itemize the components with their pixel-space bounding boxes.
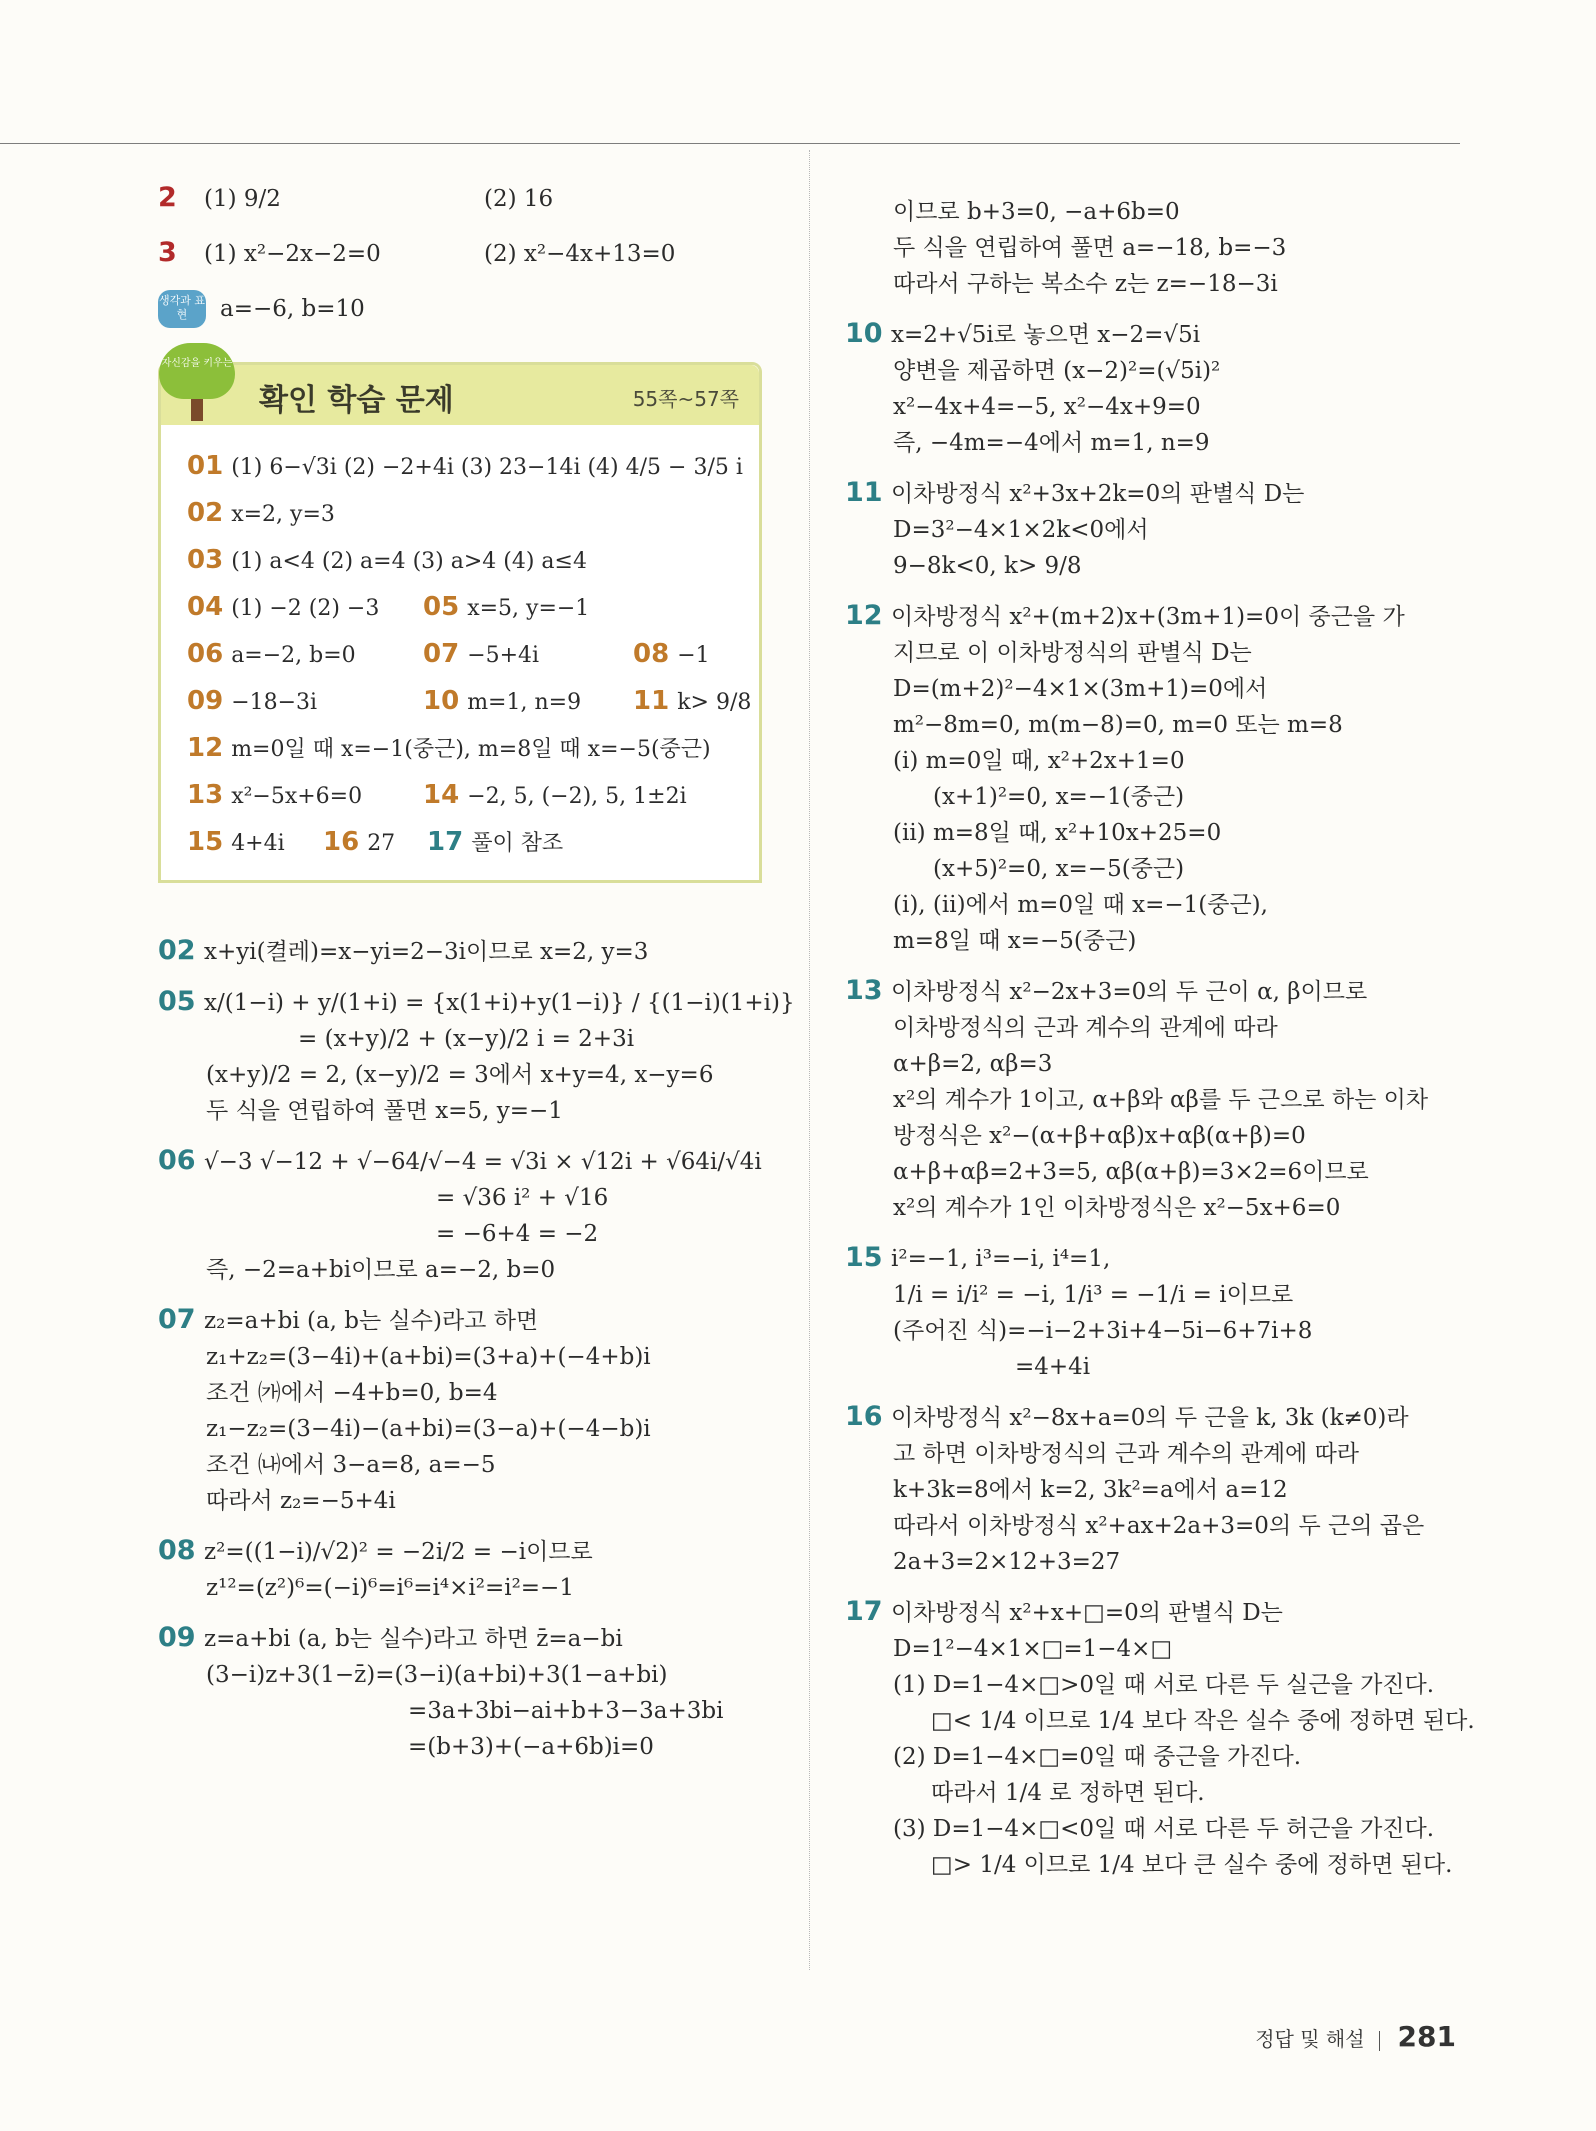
solution-line: 이차방정식의 근과 계수의 관계에 따라: [893, 1015, 1278, 1041]
solution-number: 09: [158, 1622, 196, 1653]
solution-number: 16: [845, 1401, 883, 1432]
solution-line: 두 식을 연립하여 풀면 x=5, y=−1: [206, 1098, 563, 1124]
solution-line: (ⅰ) m=0일 때, x²+2x+1=0: [893, 748, 1185, 774]
solution-number: 13: [845, 975, 883, 1006]
box-number: 02: [187, 498, 224, 528]
solution-line: D=(m+2)²−4×1×(3m+1)=0에서: [893, 676, 1268, 702]
solution-line: (3−i)z+3(1−z̄)=(3−i)(a+bi)+3(1−a+bi): [206, 1662, 668, 1688]
box-text: −1: [677, 643, 710, 668]
tree-icon: [159, 343, 235, 423]
box-row: [187, 819, 759, 866]
solution-number: 07: [158, 1304, 196, 1335]
box-number: 01: [187, 451, 224, 481]
solution-line: 2a+3=2×12+3=27: [893, 1549, 1121, 1575]
solution-line: (주어진 식)=−i−2+3i+4−5i−6+7i+8: [893, 1318, 1313, 1344]
header-rule: [0, 143, 1460, 144]
solution-line: □< 1/4 이므로 1/4 보다 작은 실수 중에 정하면 된다.: [931, 1708, 1475, 1734]
solution-line: (1) D=1−4×□>0일 때 서로 다른 두 실근을 가진다.: [893, 1672, 1435, 1698]
answer-row: [158, 235, 768, 272]
solution-number: 02: [158, 935, 196, 966]
box-row: [187, 631, 759, 678]
box-text: m=0일 때 x=−1(중근), m=8일 때 x=−5(중근): [231, 737, 711, 762]
solution-06: [158, 1143, 768, 1288]
solution-09: [158, 1620, 768, 1765]
box-row: [187, 678, 759, 725]
box-text: m=1, n=9: [467, 690, 582, 715]
solution-line: 따라서 1/4 로 정하면 된다.: [931, 1780, 1205, 1806]
box-number: 04: [187, 592, 224, 622]
box-text: x²−5x+6=0: [231, 784, 363, 809]
solution-12: [845, 598, 1465, 959]
solution-08: [158, 1533, 768, 1606]
solution-number: 17: [845, 1596, 883, 1627]
box-text: (1) a<4 (2) a=4 (3) a>4 (4) a≤4: [231, 549, 587, 574]
answer-number: 2: [158, 182, 177, 213]
box-number: 05: [423, 592, 460, 622]
box-number: 13: [187, 780, 224, 810]
solution-line: 두 식을 연립하여 풀면 a=−18, b=−3: [893, 235, 1287, 261]
solution-line: 이차방정식 x²+x+□=0의 판별식 D는: [891, 1600, 1283, 1626]
solution-line: = √36 i² + √16: [436, 1185, 609, 1211]
solution-09-continued: [845, 194, 1465, 302]
solution-line: (x+y)/2 = 2, (x−y)/2 = 3에서 x+y=4, x−y=6: [206, 1062, 714, 1088]
solution-number: 06: [158, 1145, 196, 1176]
solution-line: 이차방정식 x²−8x+a=0의 두 근을 k, 3k (k≠0)라: [891, 1405, 1409, 1431]
solution-line: x=2+√5i로 놓으면 x−2=√5i: [891, 322, 1201, 348]
solution-line: D=1²−4×1×□=1−4×□: [893, 1636, 1173, 1662]
box-number: 09: [187, 686, 224, 716]
answer-number: 3: [158, 237, 177, 268]
solution-line: k+3k=8에서 k=2, 3k²=a에서 a=12: [893, 1477, 1288, 1503]
solution-line: = (x+y)/2 + (x−y)/2 i = 2+3i: [298, 1026, 635, 1052]
page-number: 281: [1397, 2020, 1456, 2053]
box-text: 풀이 참조: [471, 831, 564, 856]
box-text: 27: [367, 831, 396, 856]
solution-line: x+yi(켤레)=x−yi=2−3i이므로 x=2, y=3: [204, 939, 649, 965]
solution-number: 11: [845, 477, 883, 508]
think-answer: a=−6, b=10: [220, 296, 365, 322]
box-row: [187, 584, 759, 631]
think-row: [158, 290, 768, 328]
solution-line: (3) D=1−4×□<0일 때 서로 다른 두 허근을 가진다.: [893, 1816, 1435, 1842]
box-number: 03: [187, 545, 224, 575]
solution-line: 이차방정식 x²−2x+3=0의 두 근이 α, β이므로: [891, 979, 1368, 1005]
solution-11: [845, 475, 1465, 584]
answer-text: (2) x²−4x+13=0: [484, 241, 676, 267]
solution-13: [845, 973, 1465, 1226]
solution-line: 따라서 z₂=−5+4i: [206, 1488, 396, 1514]
footer-separator: [1379, 2031, 1380, 2051]
page-footer: [1255, 2020, 1456, 2053]
solution-line: i²=−1, i³=−i, i⁴=1,: [891, 1246, 1111, 1272]
solution-05: [158, 984, 795, 1129]
solution-line: (ⅱ) m=8일 때, x²+10x+25=0: [893, 820, 1222, 846]
column-divider: [809, 150, 810, 1970]
solution-line: 양변을 제곱하면 (x−2)²=(√5i)²: [893, 358, 1221, 384]
left-solutions: [158, 933, 795, 1765]
solution-line: x/(1−i) + y/(1+i) = {x(1+i)+y(1−i)} / {(1−i)(1+i)}: [204, 990, 795, 1016]
solution-number: 10: [845, 318, 883, 349]
solution-line: D=3²−4×1×2k<0에서: [893, 517, 1149, 543]
solution-line: □> 1/4 이므로 1/4 보다 큰 실수 중에 정하면 된다.: [931, 1852, 1453, 1878]
solution-line: 고 하면 이차방정식의 근과 계수의 관계에 따라: [893, 1441, 1360, 1467]
box-text: a=−2, b=0: [231, 643, 356, 668]
box-text: k> 9/8: [677, 690, 752, 715]
solution-line: z=a+bi (a, b는 실수)라고 하면 z̄=a−bi: [204, 1626, 623, 1652]
solution-line: z¹²=(z²)⁶=(−i)⁶=i⁶=i⁴×i²=i²=−1: [206, 1575, 574, 1601]
solution-line: 조건 ㈎에서 −4+b=0, b=4: [206, 1380, 498, 1406]
box-text: (1) −2 (2) −3: [231, 596, 380, 621]
box-number: 10: [423, 686, 460, 716]
solution-line: =(b+3)+(−a+6b)i=0: [408, 1734, 654, 1760]
box-row: [187, 537, 759, 584]
box-number: 17: [427, 827, 464, 857]
box-text: x=5, y=−1: [467, 596, 590, 621]
solution-line: 즉, −2=a+bi이므로 a=−2, b=0: [206, 1257, 556, 1283]
solution-line: √−3 √−12 + √−64/√−4 = √3i × √12i + √64i/√4i: [204, 1149, 762, 1175]
solution-line: 즉, −4m=−4에서 m=1, n=9: [893, 430, 1210, 456]
review-problems-box: [158, 358, 762, 883]
box-number: 15: [187, 827, 224, 857]
tree-label: 자신감을 키우는: [159, 343, 235, 399]
solution-line: x²의 계수가 1인 이차방정식은 x²−5x+6=0: [893, 1195, 1341, 1221]
solution-line: z₁−z₂=(3−4i)−(a+bi)=(3−a)+(−4−b)i: [206, 1416, 651, 1442]
solution-line: (ⅰ), (ⅱ)에서 m=0일 때 x=−1(중근),: [893, 892, 1268, 918]
box-number: 07: [423, 639, 460, 669]
solution-17: [845, 1594, 1475, 1883]
solution-line: z²=((1−i)/√2)² = −2i/2 = −i이므로: [204, 1539, 593, 1565]
right-column: [845, 194, 1475, 1883]
box-number: 08: [633, 639, 670, 669]
solution-line: 방정식은 x²−(α+β+αβ)x+αβ(α+β)=0: [893, 1123, 1306, 1149]
solution-line: 따라서 이차방정식 x²+ax+2a+3=0의 두 근의 곱은: [893, 1513, 1425, 1539]
solution-line: α+β=2, αβ=3: [893, 1051, 1053, 1077]
answer-text: (2) 16: [484, 186, 554, 212]
solution-line: 따라서 구하는 복소수 z는 z=−18−3i: [893, 271, 1278, 297]
solution-line: m=8일 때 x=−5(중근): [893, 928, 1137, 954]
box-row: [187, 772, 759, 819]
left-column: [158, 180, 795, 1765]
box-body: [161, 425, 759, 880]
box-row: [187, 443, 759, 490]
solution-10: [845, 316, 1465, 461]
box-number: 16: [323, 827, 360, 857]
footer-label: 정답 및 해설: [1255, 2027, 1365, 2051]
solution-line: 9−8k<0, k> 9/8: [893, 553, 1082, 579]
box-number: 11: [633, 686, 670, 716]
solution-16: [845, 1399, 1465, 1580]
solution-number: 12: [845, 600, 883, 631]
solution-line: 지므로 이 이차방정식의 판별식 D는: [893, 640, 1252, 666]
box-text: −5+4i: [467, 643, 540, 668]
box-number: 06: [187, 639, 224, 669]
solution-line: 이차방정식 x²+3x+2k=0의 판별식 D는: [891, 481, 1305, 507]
solution-line: z₂=a+bi (a, b는 실수)라고 하면: [204, 1308, 539, 1334]
box-number: 14: [423, 780, 460, 810]
solution-line: 1/i = i/i² = −i, 1/i³ = −1/i = i이므로: [893, 1282, 1294, 1308]
solution-number: 15: [845, 1242, 883, 1273]
solution-line: (x+5)²=0, x=−5(중근): [933, 856, 1185, 882]
answer-row: [158, 180, 768, 217]
solution-line: m²−8m=0, m(m−8)=0, m=0 또는 m=8: [893, 712, 1343, 738]
solution-line: 이차방정식 x²+(m+2)x+(3m+1)=0이 중근을 가: [891, 604, 1405, 630]
box-number: 12: [187, 733, 224, 763]
answer-text: (1) x²−2x−2=0: [204, 241, 381, 267]
solution-02: [158, 933, 768, 970]
box-text: x=2, y=3: [231, 502, 335, 527]
box-text: 4+4i: [231, 831, 285, 856]
box-text: (1) 6−√3i (2) −2+4i (3) 23−14i (4) 4/5 − 3/5 i: [231, 455, 743, 480]
solution-line: =4+4i: [1015, 1354, 1091, 1380]
solution-07: [158, 1302, 768, 1519]
box-text: −2, 5, (−2), 5, 1±2i: [467, 784, 687, 809]
solution-line: = −6+4 = −2: [436, 1221, 599, 1247]
solution-line: z₁+z₂=(3−4i)+(a+bi)=(3+a)+(−4+b)i: [206, 1344, 651, 1370]
solution-line: =3a+3bi−ai+b+3−3a+3bi: [408, 1698, 724, 1724]
solution-line: (x+1)²=0, x=−1(중근): [933, 784, 1185, 810]
solution-number: 08: [158, 1535, 196, 1566]
solution-line: x²−4x+4=−5, x²−4x+9=0: [893, 394, 1201, 420]
tree-trunk: [191, 399, 203, 421]
box-text: −18−3i: [231, 690, 318, 715]
solution-line: α+β+αβ=2+3=5, αβ(α+β)=3×2=6이므로: [893, 1159, 1369, 1185]
box-pages: 55쪽~57쪽: [632, 387, 739, 411]
answer-text: (1) 9/2: [204, 186, 281, 212]
solution-line: (2) D=1−4×□=0일 때 중근을 가진다.: [893, 1744, 1302, 1770]
solution-line: 이므로 b+3=0, −a+6b=0: [893, 199, 1180, 225]
box-header: [161, 358, 759, 425]
think-badge: 생각과 표현: [158, 290, 206, 328]
solution-number: 05: [158, 986, 196, 1017]
box-row: [187, 725, 759, 772]
solution-line: x²의 계수가 1이고, α+β와 αβ를 두 근으로 하는 이차: [893, 1087, 1429, 1113]
solution-line: 조건 ㈏에서 3−a=8, a=−5: [206, 1452, 496, 1478]
box-row: [187, 490, 759, 537]
box-title: 확인 학습 문제: [259, 383, 454, 418]
solution-15: [845, 1240, 1465, 1385]
